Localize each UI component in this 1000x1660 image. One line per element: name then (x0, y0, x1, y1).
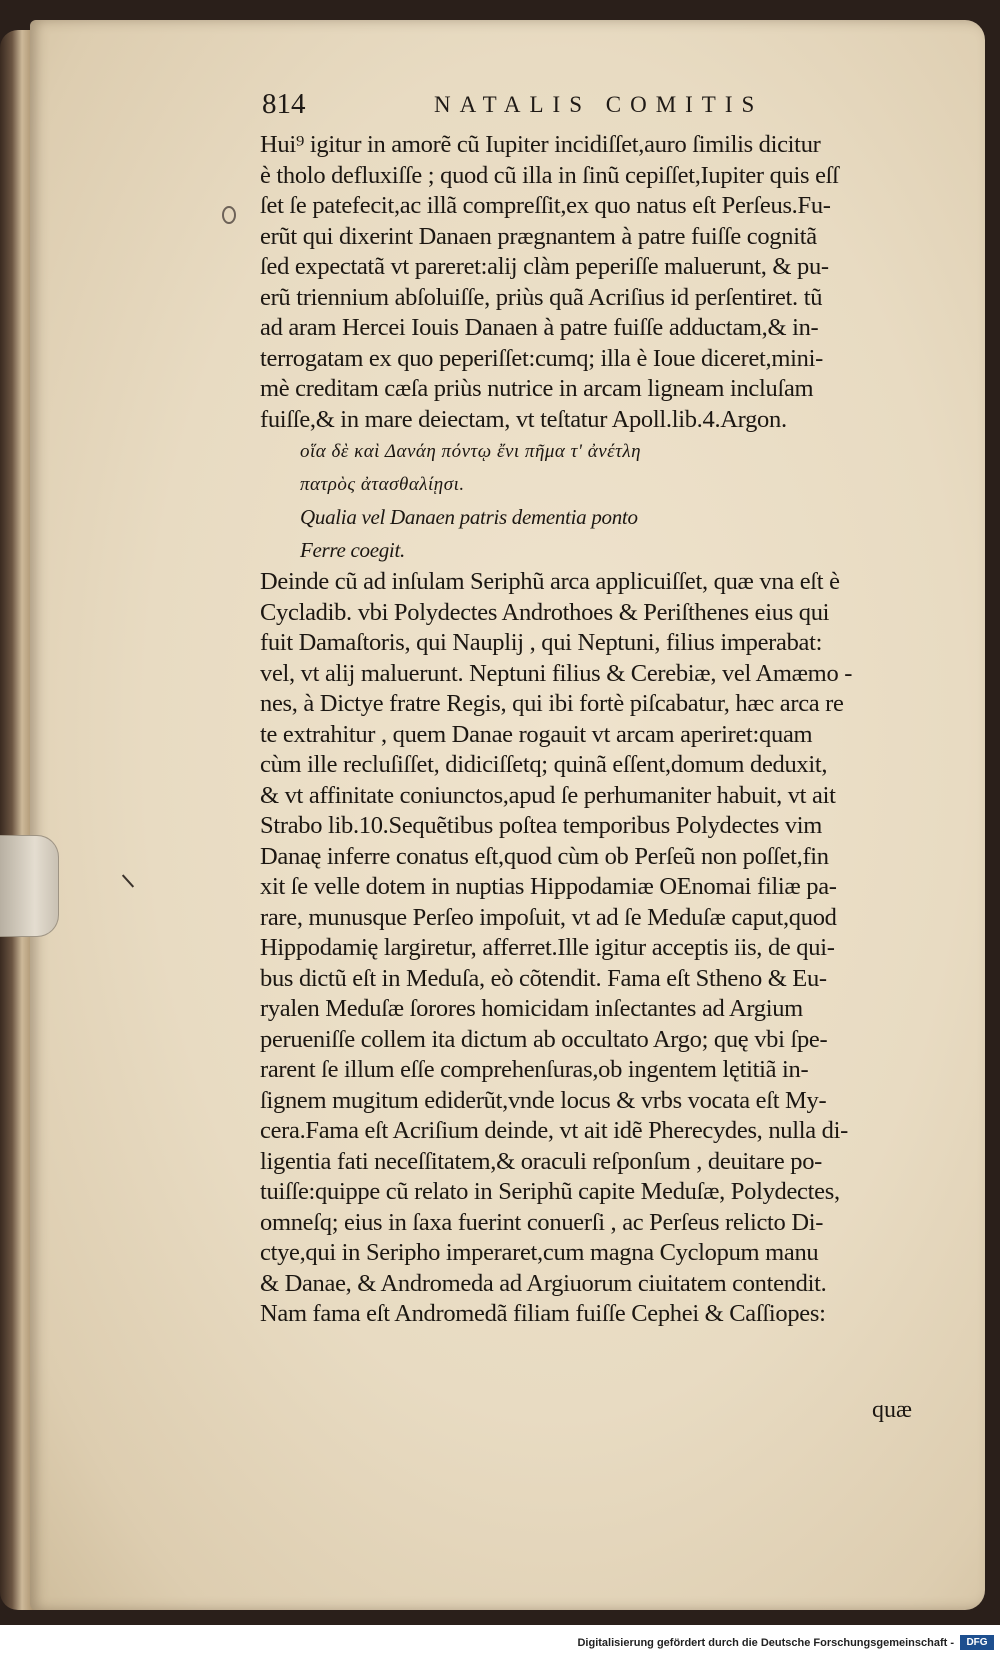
text-line: erũt qui dixerint Danaen prægnantem à patre fuiſſe cognitã (260, 222, 817, 250)
text-line: Danaę inferre conatus eſt,quod cùm ob Perſeũ non poſſet,fin (260, 842, 829, 870)
text-line: tuiſſe:quippe cũ relato in Seriphũ capite Meduſæ, Polydectes, (260, 1178, 840, 1205)
text-line: vel, vt alij maluerunt. Neptuni filius & Cerebiæ, vel Amæmo - (260, 659, 853, 687)
text-line: erũ triennium abſoluiſſe, priùs quã Acriſius id perſentiret. tũ (260, 283, 823, 311)
latin-verse-line: Qualia vel Danaen patris dementia ponto (300, 505, 638, 529)
text-line: è tholo defluxiſſe ; quod cũ illa in ſinũ cepiſſet,Iupiter quis eſſ (260, 161, 839, 189)
text-line: Hui⁹ igitur in amorẽ cũ Iupiter incidiſſet,auro ſimilis dicitur (260, 131, 821, 158)
text-line: Hippodamię largiretur, afferret.Ille igitur acceptis iis, de qui- (260, 934, 835, 961)
main-text (260, 130, 920, 1330)
text-line: cùm ille recluſiſſet, didiciſſetq; quinã eſſent,domum deduxit, (260, 751, 828, 778)
text-line: terrogatam ex quo peperiſſet:cumq; illa è Ioue diceret,mini- (260, 344, 823, 372)
text-line: omneſq; eius in ſaxa fuerint conuerſi , ac Perſeus relicto Di- (260, 1208, 824, 1236)
running-head: NATALIS COMITIS (434, 92, 764, 117)
text-line: Strabo lib.10.Sequẽtibus poſtea temporibus Polydectes vim (260, 812, 822, 839)
text-line: xit ſe velle dotem in nuptias Hippodamiæ OEnomai filiæ pa- (260, 873, 837, 900)
text-line: rare, munusque Perſeo impoſuit, vt ad ſe Meduſæ caput,quod (260, 903, 837, 931)
page-clip (0, 835, 59, 937)
catchword: quæ (872, 1397, 913, 1423)
text-line: & Danae, & Andromeda ad Argiuorum ciuitatem contendit. (260, 1269, 827, 1297)
text-line: ligentia fati neceſſitatem,& oraculi reſponſum , deuitare po- (260, 1147, 822, 1175)
text-line: ryalen Meduſæ ſorores homicidam inſectantes ad Argium (260, 995, 803, 1022)
greek-verse-line: πατρὸς ἀτασθαλίῃσι. (300, 474, 465, 495)
text-line: fuiſſe,& in mare deiectam, vt teſtatur Apoll.lib.4.Argon. (260, 405, 787, 433)
text-line: ſed expectatã vt pareret:alij clàm peperiſſe maluerunt, & pu- (260, 253, 829, 280)
text-line: Deinde cũ ad inſulam Seriphũ arca applicuiſſet, quæ vna eſt è (260, 568, 840, 595)
text-line: perueniſſe collem ita dictum ab occultato Argo; quę vbi ſpe- (260, 1025, 828, 1053)
text-line: ad aram Hercei Iouis Danaen à patre fuiſſe adductam,& in- (260, 314, 819, 341)
text-line: ctye,qui in Seripho imperaret,cum magna Cyclopum manu (260, 1239, 819, 1266)
latin-verse-line: Ferre coegit. (300, 538, 405, 562)
text-line: ſignem mugitum ediderũt,vnde locus & vrbs vocata eſt My- (260, 1086, 827, 1114)
margin-hole-mark (222, 206, 236, 224)
text-line: bus dictũ eſt in Meduſa, eò cõtendit. Fama eſt Stheno & Eu- (260, 964, 827, 992)
text-line: Nam fama eſt Andromedã filiam fuiſſe Cephei & Caſſiopes: (260, 1300, 826, 1327)
dfg-logo-icon: DFG (960, 1635, 994, 1650)
page-number: 814 (262, 88, 306, 120)
footer-bar (0, 1625, 1000, 1660)
text-line: ſet ſe patefecit,ac illã compreſſit,ex quo natus eſt Perſeus.Fu- (260, 192, 831, 219)
text-line: nes, à Dictye fratre Regis, qui ibi fortè piſcabatur, hæc arca re (260, 690, 844, 717)
greek-verse-line: οἵα δὲ καὶ Δανάη πόντῳ ἔνι πῆμα τ' ἀνέτλη (300, 441, 642, 462)
text-line: Cycladib. vbi Polydectes Androthoes & Periſthenes eius qui (260, 598, 830, 626)
text-line: cera.Fama eſt Acriſium deinde, vt ait idẽ Pherecydes, nulla di- (260, 1117, 848, 1144)
funding-credit: Digitalisierung gefördert durch die Deutsche Forschungsgemeinschaft - (577, 1637, 954, 1649)
text-line: te extrahitur , quem Danae rogauit vt arcam aperiret:quam (260, 720, 813, 748)
page-header (262, 88, 822, 124)
text-line: & vt affinitate coniunctos,apud ſe perhumaniter habuit, vt ait (260, 781, 836, 809)
text-line: rarent ſe illum eſſe comprehenſuras,ob ingentem lętitiã in- (260, 1056, 809, 1083)
text-line: fuit Damaſtoris, qui Nauplij , qui Neptuni, filius imperabat: (260, 629, 823, 656)
text-line: mè creditam cæſa priùs nutrice in arcam ligneam incluſam (260, 375, 814, 402)
